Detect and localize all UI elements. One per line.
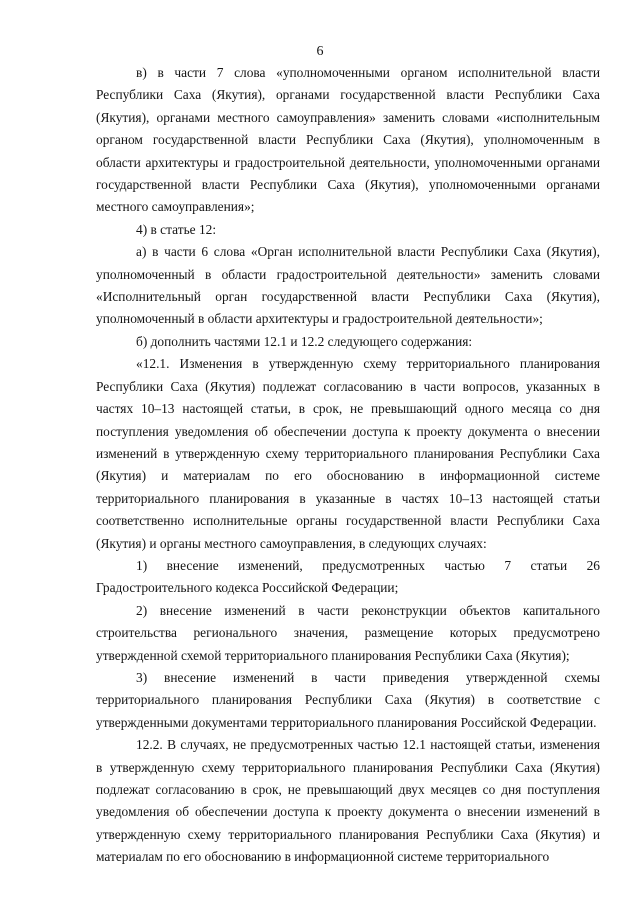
paragraph-article-12: 4) в статье 12: <box>136 221 217 237</box>
page-number: 6 <box>316 44 324 59</box>
paragraph-part-12-2: 12.2. В случаях, не предусмотренных частью 12.1 настоящей статьи, изменения в утвержденную схему территориального планирования Республики Саха (Якутия) подлежат согласованию в срок, не превышающий двух месяцев со дня поступления уведомления об обеспечении доступа к проекту документа о внесении изменений в утвержденную схему территориального планирования Республики Саха (Якутия) и материалам по его обоснованию в информационной системе территориального <box>96 737 600 865</box>
paragraph-case-1: 1) внесение изменений, предусмотренных частью 7 статьи 26 Градостроительного кодекса Российской Федерации; <box>96 557 600 596</box>
document-body <box>96 62 600 869</box>
paragraph-item-b-add-parts: б) дополнить частями 12.1 и 12.2 следующего содержания: <box>136 333 473 349</box>
paragraph-case-2: 2) внесение изменений в части реконструкции объектов капитального строительства регионального значения, размещение которых предусмотрено утвержденной схемой территориального планирования Республики Саха (Якутия); <box>96 602 600 663</box>
paragraph-item-v-part-7: в) в части 7 слова «уполномоченными органом исполнительной власти Республики Саха (Якутия), органами государственной власти Республики Саха (Якутия), органами местного самоуправления» заменить словами «исполнительным органом государственной власти Республики Саха (Якутия), уполномоченным в области архитектуры и градостроительной деятельности, уполномоченными органами государственной власти Республики Саха (Якутия), уполномоченными органами местного самоуправления»; <box>96 65 600 215</box>
paragraph-item-a-part-6: а) в части 6 слова «Орган исполнительной власти Республики Саха (Якутия), уполномоченный в области градостроительной деятельности» заменить словами «Исполнительный орган государственной власти Республики Саха (Якутия), уполномоченный в области архитектуры и градостроительной деятельности»; <box>96 244 600 327</box>
paragraph-case-3: 3) внесение изменений в части приведения утвержденной схемы территориального планирования Республики Саха (Якутия) в соответствие с утвержденными документами территориального планирования Российской Федерации. <box>96 669 600 730</box>
paragraph-part-12-1: «12.1. Изменения в утвержденную схему территориального планирования Республики Саха (Якутия) подлежат согласованию в части вопросов, указанных в частях 10–13 настоящей статьи, в срок, не превышающий одного месяца со дня поступления уведомления об обеспечении доступа к проекту документа о внесении изменений в утвержденную схему территориального планирования Республики Саха (Якутия) и материалам по его обоснованию в информационной системе территориального планирования в указанные в частях 10–13 настоящей статьи соответственно исполнительные органы государственной власти Республики Саха (Якутия) и органы местного самоуправления, в следующих случаях: <box>96 356 600 551</box>
